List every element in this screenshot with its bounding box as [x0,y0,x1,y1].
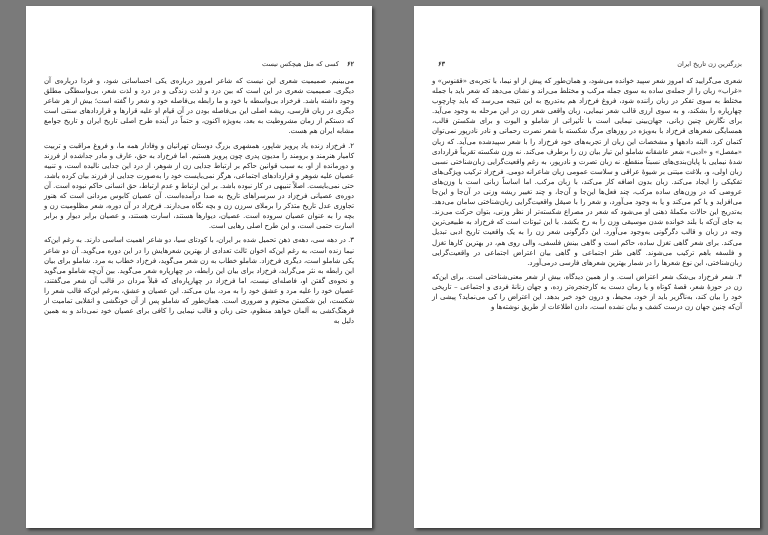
right-body-text [432,76,742,316]
right-running-header [432,58,742,70]
left-running-title: کسی که مثل هیچکس نیست [262,60,339,68]
right-page-number: ۶۳ [438,60,445,68]
left-running-header [44,58,354,70]
left-body-text [44,76,354,330]
right-paragraph-2: ۴. شعر فرخ‌زاد بی‌شک شعر اعتراض است. و از همین دیدگاه، بیش از شعر معنی‌شناختی است. برای این‌که زن در حوزۀ شعر، قصۀ کوتاه و یا رمان دست به کارجنجره‌تر زده، و جهان زنانۀ فردی و اجتماعی – تاریخی خود را بیان کند، به‌ناگزیر باید از خود، محیط، و درون خود خبر بدهد. این اعتراض را کی می‌نماید؟ پیشی از آن‌که چنین جهان زن درست کشف و بیان نشده است، دادن اطلاعات از طریق نوشته‌ها و [432,272,742,312]
right-page [414,6,760,528]
right-running-title: بزرگترین زن تاریخ ایران [677,60,742,68]
left-paragraph-1: می‌بینیم. صمیمیت شعری این نیست که شاعر امروز درباره‌ی یکی احساساتی شود، و فردا درباره‌ی آن دیگری. صمیمیت شعری در این است که بین درد و لذت زندگی و در درد و لذت شعر، بی‌واسطگی مطلق وجود داشته باشد. فرخزاد بی‌واسطه با خود و ما رابطه بی‌فاصله خود و شعر را گفته است؛ بیش از هر شاعر دیگری در زبان فارسی، ریشه اصلی این بی‌فاصله بودن در آن قیام او علیه قرارها و قراردادهای سنتی است که دستکم از زمان مشروطیت به بعد، به‌ویژه اکنون، و حتماً در آینده طرح اصلی تاریخ ایران و تاریخ جوامع مشابه ایران هم هست. [44,77,354,136]
left-page-number: ۶۲ [347,60,354,68]
left-paragraph-2: ۲. فرخ‌زاد زنده یاد پرویز شاپور، همشهری بزرگ دوستان تهرانیان و وفادار همه ما، و فروغ مراقبت و تربیت کامیار هنرمند و برومند را مدیون پدری چون پرویز هستیم. اما فرخ‌زاد به حق، عارف و مادر جداشده از فرزند و دورمانده از او، به سبب قوانین حاکم بر ارتباط جدایی زن از شوهر، از درد این جدایی نالیده است، و تنبیه عصیان علیه شوهر و قراردادهای اجتماعی، هرگز نمی‌بایست خود را به‌صورت جدایی از فرزند بیان کرده باشد، حتی نمی‌بایست. اصلاً تنبیهی در کار نبوده باشد. بر این ارتباط و عدم ارتباط، حق انسانی حاکم نبوده است. آن دوره‌ی عصیانی فرخ‌زاد در سرسراهای تاریخ به صدا درآمده‌است. آن عصیان کابوس مردانی است که هنوز تجاوزی عدل تاریخ متذکر را برملای سرزن زن و بچه نگاه می‌دارند. فرخ‌زاد در آن دوره، شعر مظلومیت زن و بچه را به عنوان عصیان سروده است. عصیان، دیوارها هستند، اسارت هستند، و عصیان برابر دیوار و برابر اسارت حتمی است، و این طرح اصلی رهایی است. [44,141,354,231]
left-paragraph-3: ۳. در دهه سی، دهه‌ی ذهن تحمیل شده بر ایران، با کودتای سیا، دو شاعر اهمیت اساسی دارند. به رغم این‌که نیما زنده است، به رغم این‌که اخوان ثالث تعدادی از بهترین شعرهایش را در این دوره می‌گوید. آن دو شاعر یکی شاملو است، دیگری فرخ‌زاد. شاملو خطاب به زن شعر می‌گوید، فرخ‌زاد خطاب به مرد. شاملو برای بیان این رابطه به نثر می‌گراید، فرخ‌زاد برای بیان این رابطه، در چهارپاره شعر می‌گوید. بین آن‌چه شاملو می‌گوید و نحوه‌ی گفتن او، فاصله‌ای نیست، اما فرخ‌زاد در چهارپاره‌ای که قبلاً مردان در قالب آن شعر می‌گفتند، عصیان خود را علیه مرد و عشق خود را به مرد، بیان می‌کند. این عصیان و عشق، به‌رغم این‌که قالب شعر را شکست، این شکستن محتوم و ضروری است. همان‌طور که شاملو پس از آن خونگشی و انقلابی تمامیت از فرهنگ‌کشی به آلمان خواهد منظوم، حتی زبان و قالب نیمایی را کافی برای عصیان خود نمی‌داند و به همین دلیل به [44,236,354,326]
right-paragraph-1: شعری می‌گرایید که امروز شعر سپید خوانده می‌شود، و همان‌طور که پیش از او نیما، با تجربه‌ی «ققنوس» و «غراب» زبان را از جمله‌ی ساده به سوی جمله مرکب و مختلط می‌راند و نشان می‌دهد که شعر باید با جمله مختلط به سوی تفکر در زبان راننده شود، فروغ فرخ‌زاد هم به‌تدریج به این نتیجه می‌رسد که باید چارچوب چهارپاره را بشکند، و به سوی ارزی قالب شعر نیمایی، زبان واقعی شعر زن در این مرحله به وجود می‌آید. برای نگارش چنین زبانی، جهان‌بینی نیمایی است با تأثیراتی از شاملو و الیوت و برای شکستن قالب، همسایگی شعرهای فرخ‌زاد با به‌ویژه در روزهای مرگ شکسته با شعر نصرت رحمانی و نادر نادرپور نمی‌توان کتمان کرد. البته دادهها و مشخصات این زبان از تجربه‌های خود فرخ‌زاد را با شعر سپیدشده می‌آید. که زبان «مفصل» و «ادبی» شعر عاشقانه شاملو این تیار بیان زن را برطرف می‌کند. نه وزن شکسته تقریباً قراردادی شدۀ نیمایی با پایان‌بندی‌های نسبتاً منقطع. نه زبان تصرت و نادرپور، به رغم واقعیت‌گرایی زبان‌شناختی نسبی زبان اولی، و، بلاغت میتنی بر شیوۀ عراقی و سلاست عمومی زبان شاعرانه دومی. فرخ‌زاد ترکیب ویژگی‌های تفکیکی را ایجاد می‌کند. زبان بدون اضافه کار می‌کند، با زبان مرکب. اما اساساً زبانی است با وزن‌های عروضی که در وزن‌های ساده مرکب، چند فعل‌ها این‌جا و آن‌جا، و چند تغییر ریشه وزنی در آن‌جا و این‌جا می‌افزاید و یا کم می‌کند و یا به وجود می‌آورد، و شعر را با صیقل واقعیت‌گرایی زبان‌شناختی سامان می‌دهد. به‌تدریج این حالات مکملهٔ ذهنی او می‌شود که شعر در مصراع شکسته‌تر از نظر وزنی، بتوان حرکت می‌زند. به جای آن‌که با بلند خوانده شدن موسیقی وزن را به رخ بکشد. با این ثبوتات است که فرخ‌زاد به طبیعی‌ترین وجه در زبان و قالب دگرگونی به‌وجود می‌آورد. این دگرگونی شعر زن را به یک واقعیت تاریخ ادبی تبدیل می‌کند. برای شعر گاهی تغزل ساده، حاکم است و گاهی بینش فلسفی، والی روی هم، در بهترین کارها تغزل و فلسفه باهم ترکیب می‌شوند. گاهی طنز اجتماعی و گاهی بیان اعتراض اجتماعی در واقعیت‌گرایی زبان‌شناختی، این نوع شعرها را در شمار بهترین شعرهای فارسی درمی‌آورد. [432,77,742,267]
left-page [26,6,372,528]
